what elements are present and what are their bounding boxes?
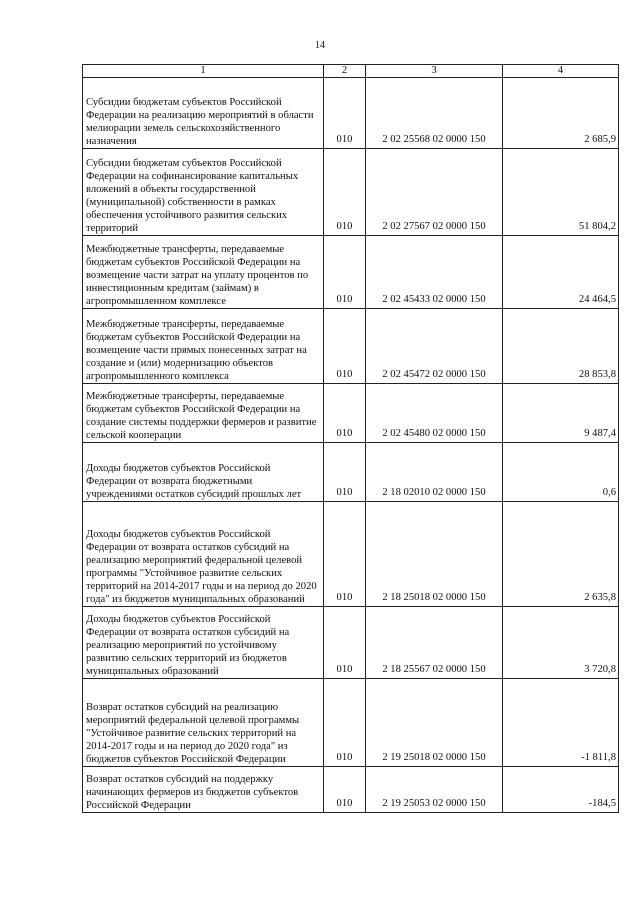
admin-code: 010 <box>324 78 366 149</box>
revenue-name: Субсидии бюджетам субъектов Российской Федерации на софинансирование капитальных вложений в объекты государственной (муниципальной) собственности в рамках обеспечения устойчивого развития сельских территорий <box>83 149 324 236</box>
table-row <box>83 236 619 309</box>
budget-classification-code: 2 02 45433 02 0000 150 <box>366 236 503 309</box>
table-row <box>83 443 619 502</box>
revenue-name: Межбюджетные трансферты, передаваемые бюджетам субъектов Российской Федерации на возмещение части прямых понесенных затрат на создание и (или) модернизацию объектов агропромышленного комплекса <box>83 309 324 384</box>
budget-classification-code: 2 19 25018 02 0000 150 <box>366 679 503 767</box>
table-header-row <box>83 65 619 78</box>
amount: 24 464,5 <box>503 236 619 309</box>
table-row <box>83 679 619 767</box>
amount: 28 853,8 <box>503 309 619 384</box>
budget-classification-code: 2 02 45480 02 0000 150 <box>366 384 503 443</box>
column-header-2: 2 <box>324 65 366 78</box>
page-number: 14 <box>315 40 325 51</box>
revenue-name: Межбюджетные трансферты, передаваемые бюджетам субъектов Российской Федерации на возмещение части затрат на уплату процентов по инвестиционным кредитам (займам) в агропромышленном комплексе <box>83 236 324 309</box>
budget-classification-code: 2 02 25568 02 0000 150 <box>366 78 503 149</box>
revenue-name: Возврат остатков субсидий на реализацию мероприятий федеральной целевой программы "Устойчивое развитие сельских территорий на 2014-2017 годы и на период до 2020 года" из бюджетов субъектов Российской Федерации <box>83 679 324 767</box>
table-row <box>83 78 619 149</box>
admin-code: 010 <box>324 607 366 679</box>
amount: 9 487,4 <box>503 384 619 443</box>
budget-revenue-table <box>82 64 619 813</box>
budget-classification-code: 2 02 27567 02 0000 150 <box>366 149 503 236</box>
table-row <box>83 309 619 384</box>
amount: 0,6 <box>503 443 619 502</box>
amount: 2 685,9 <box>503 78 619 149</box>
revenue-name: Доходы бюджетов субъектов Российской Федерации от возврата остатков субсидий на реализацию мероприятий федеральной целевой программы "Устойчивое развитие сельских территорий на 2014-2017 годы и на период до 2020 года" из бюджетов муниципальных образований <box>83 502 324 607</box>
budget-classification-code: 2 02 45472 02 0000 150 <box>366 309 503 384</box>
budget-classification-code: 2 18 25567 02 0000 150 <box>366 607 503 679</box>
budget-classification-code: 2 18 25018 02 0000 150 <box>366 502 503 607</box>
amount: -1 811,8 <box>503 679 619 767</box>
revenue-name: Доходы бюджетов субъектов Российской Федерации от возврата бюджетными учреждениями остатков субсидий прошлых лет <box>83 443 324 502</box>
admin-code: 010 <box>324 384 366 443</box>
admin-code: 010 <box>324 679 366 767</box>
admin-code: 010 <box>324 236 366 309</box>
admin-code: 010 <box>324 309 366 384</box>
column-header-3: 3 <box>366 65 503 78</box>
revenue-name: Возврат остатков субсидий на поддержку начинающих фермеров из бюджетов субъектов Российской Федерации <box>83 767 324 813</box>
budget-classification-code: 2 18 02010 02 0000 150 <box>366 443 503 502</box>
admin-code: 010 <box>324 767 366 813</box>
admin-code: 010 <box>324 443 366 502</box>
table-row <box>83 767 619 813</box>
amount: 3 720,8 <box>503 607 619 679</box>
admin-code: 010 <box>324 149 366 236</box>
revenue-name: Доходы бюджетов субъектов Российской Федерации от возврата остатков субсидий на реализацию мероприятий по устойчивому развитию сельских территорий из бюджетов муниципальных образований <box>83 607 324 679</box>
revenue-name: Межбюджетные трансферты, передаваемые бюджетам субъектов Российской Федерации на создание системы поддержки фермеров и развитие сельской кооперации <box>83 384 324 443</box>
table-row <box>83 502 619 607</box>
budget-classification-code: 2 19 25053 02 0000 150 <box>366 767 503 813</box>
table-row <box>83 384 619 443</box>
revenue-name: Субсидии бюджетам субъектов Российской Федерации на реализацию мероприятий в области мелиорации земель сельскохозяйственного назначения <box>83 78 324 149</box>
column-header-4: 4 <box>503 65 619 78</box>
column-header-1: 1 <box>83 65 324 78</box>
amount: 51 804,2 <box>503 149 619 236</box>
admin-code: 010 <box>324 502 366 607</box>
table-row <box>83 149 619 236</box>
table-row <box>83 607 619 679</box>
amount: 2 635,8 <box>503 502 619 607</box>
amount: -184,5 <box>503 767 619 813</box>
